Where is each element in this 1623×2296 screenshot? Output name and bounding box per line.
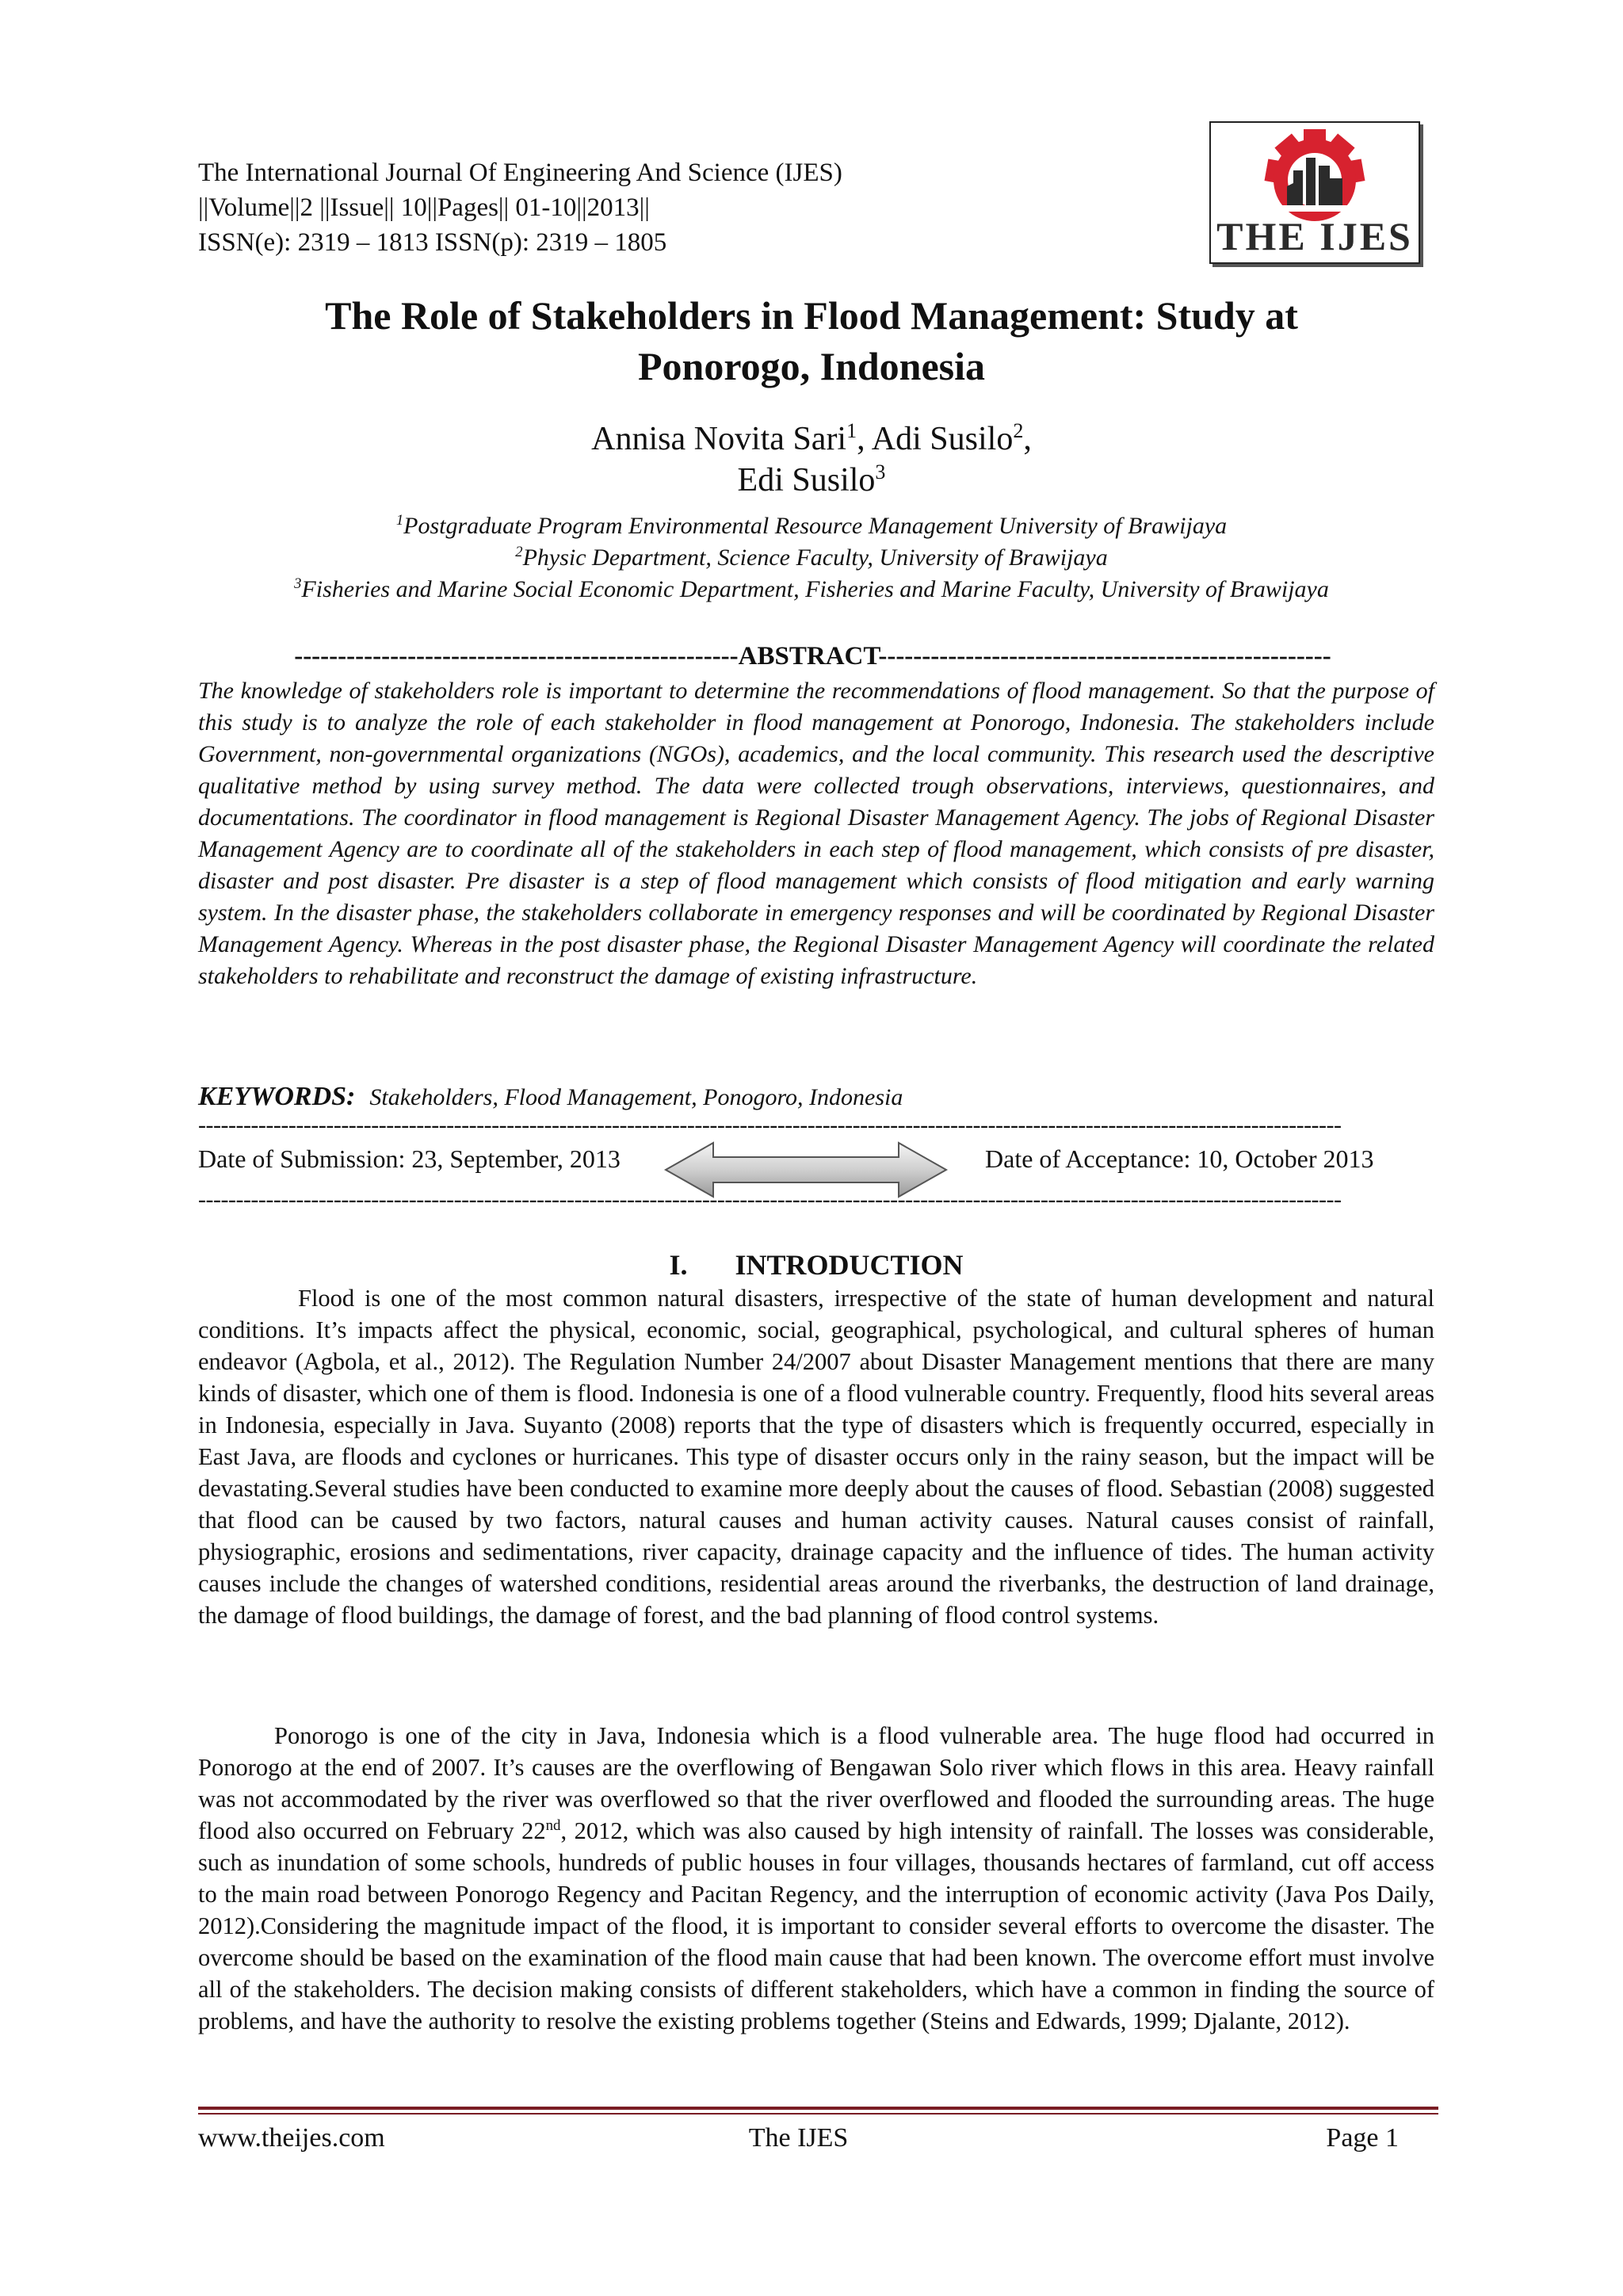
affiliations	[158, 510, 1465, 606]
title-line-2: Ponorogo, Indonesia	[637, 344, 986, 388]
affiliation-text: Fisheries and Marine Social Economic Department, Fisheries and Marine Faculty, University of Brawijaya	[301, 576, 1329, 602]
affiliation-sup: 1	[395, 512, 404, 529]
section-title: INTRODUCTION	[735, 1249, 964, 1281]
title-line-1: The Role of Stakeholders in Flood Management: Study at	[325, 293, 1298, 338]
keywords-label: KEYWORDS:	[198, 1082, 356, 1111]
affiliation	[158, 574, 1465, 606]
submission-date: Date of Submission: 23, September, 2013	[198, 1144, 621, 1173]
footer-url[interactable]: www.theijes.com	[198, 2123, 385, 2153]
section-number: I.	[669, 1249, 688, 1281]
affiliation-sup: 2	[515, 544, 523, 560]
authors	[158, 418, 1465, 501]
gear-factory-icon	[1211, 123, 1419, 262]
author-sup: 3	[875, 460, 886, 483]
keywords-value: Stakeholders, Flood Management, Ponogoro, Indonesia	[369, 1084, 903, 1110]
paragraph-text: Flood is one of the most common natural disasters, irrespective of the state of human development and natural conditions. It’s impacts affect the physical, economic, social, geographical, psychological, and cultural spheres of human endeavor (Agbola, et al., 2012). The Regulation Number 24/2007 about Disaster Management mentions that there are many kinds of disaster, which one of them is flood. Indonesia is one of a flood vulnerable country. Frequently, flood hits several areas in Indonesia, especially in Java. Suyanto (2008) reports that the type of disasters which is frequently occurred, especially in East Java, are floods and cyclones or hurricanes. This type of disaster occurs only in the rainy season, but the impact will be devastating.Several studies have been conducted to examine more deeply about the causes of flood. Sebastian (2008) suggested that flood can be caused by two factors, natural causes and human activity causes. Natural causes consist of rainfall, physiographic, erosions and sedimentations, river capacity, drainage capacity and the influence of tides. The human activity causes include the changes of watershed conditions, residential areas around the riverbanks, the destruction of land drainage, the damage of flood buildings, the damage of forest, and the bad planning of flood control systems.	[198, 1285, 1434, 1629]
affiliation	[158, 510, 1465, 542]
author-sup: 1	[846, 419, 857, 442]
logo-text: THE IJES	[1216, 214, 1413, 258]
footer-rule	[198, 2107, 1438, 2110]
paragraph-part: , 2012, which was also caused by high intensity of rainfall. The losses was considerable, such as inundation of some schools, hundreds of public houses in four villages, thousands hectares of farmland, cut off access to the main road between Ponorogo Regency and Pacitan Regency, and the interruption of economic activity (Java Pos Daily, 2012).Considering the magnitude impact of the flood, it is important to consider several efforts to overcome the disaster. The overcome should be based on the examination of the flood main cause that had been known. The overcome effort must involve all of the stakeholders. The decision making consists of different stakeholders, which have a common in finding the source of problems, and have the authority to resolve the existing problems together (Steins and Edwards, 1999; Djalante, 2012).	[198, 1817, 1434, 2034]
author-separator: ,	[1023, 421, 1032, 457]
dash-divider-top: --------------------------------------------------------------------------------------------------------------------------------------------------------	[198, 1112, 1342, 1138]
journal-issn: ISSN(e): 2319 – 1813 ISSN(p): 2319 – 1805	[198, 228, 667, 257]
paragraph-2	[198, 1720, 1434, 2037]
dash-divider-bottom: --------------------------------------------------------------------------------------------------------------------------------------------------------	[198, 1186, 1342, 1213]
page-number: Page 1	[1326, 2123, 1399, 2153]
ijes-logo	[1209, 121, 1420, 264]
authors-line-2	[158, 460, 1465, 501]
affiliation	[158, 542, 1465, 574]
paper-title	[158, 290, 1465, 392]
abstract-text: The knowledge of stakeholders role is important to determine the recommendations of flood management. So that the purpose of this study is to analyze the role of each stakeholder in flood management at Ponorogo, Indonesia. The stakeholders include Government, non-governmental organizations (NGOs), academics, and the local community. This research used the descriptive qualitative method by using survey method. The data were collected trough observations, interviews, questionnaires, and documentations. The coordinator in flood management is Regional Disaster Management Agency. The jobs of Regional Disaster Management Agency are to coordinate all of the stakeholders in each step of flood management, which consists of pre disaster, disaster and post disaster. Pre disaster is a step of flood management which consists of flood mitigation and early warning system. In the disaster phase, the stakeholders collaborate in emergency responses and will be coordinated by Regional Disaster Management Agency. Whereas in the post disaster phase, the Regional Disaster Management Agency will coordinate the related stakeholders to rehabilitate and reconstruct the damage of existing infrastructure.	[198, 678, 1434, 989]
paragraph-part: Ponorogo is one of the city in Java, Indonesia which is a flood vulnerable area. The huge flood had occurred in Ponorogo at the end of 2007. It’s causes are the overflowing of Bengawan Solo river which flows in this area. Heavy rainfall was not accommodated by the river was overflowed so that the river overflowed and flooded the surrounding areas. The huge flood also occurred on February 22	[198, 1722, 1434, 1844]
abstract-heading: ---------------------------------------------------ABSTRACT----------------------------------------------------	[294, 642, 1331, 670]
journal-header	[198, 155, 842, 260]
affiliation-text: Physic Department, Science Faculty, University of Brawijaya	[522, 544, 1108, 571]
affiliation-sup: 3	[294, 575, 302, 592]
paragraph-text	[198, 1720, 1434, 2037]
acceptance-date: Date of Acceptance: 10, October 2013	[985, 1144, 1374, 1173]
author-name: Adi Susilo	[871, 421, 1014, 457]
journal-name: The International Journal Of Engineering And Science (IJES)	[198, 159, 842, 187]
author-sup: 2	[1013, 419, 1024, 442]
affiliation-text: Postgraduate Program Environmental Resource Management University of Brawijaya	[403, 513, 1228, 539]
author-name: Annisa Novita Sari	[591, 421, 847, 457]
author-separator: ,	[857, 421, 872, 457]
journal-volume: ||Volume||2 ||Issue|| 10||Pages|| 01-10||2013||	[198, 193, 650, 222]
author-name: Edi Susilo	[737, 462, 876, 499]
paragraph-1	[198, 1282, 1434, 1631]
footer-rule-thin	[198, 2113, 1438, 2115]
section-heading	[198, 1247, 1434, 1282]
footer-journal: The IJES	[748, 2123, 849, 2153]
authors-line-1	[158, 418, 1465, 460]
ordinal-sup: nd	[545, 1817, 561, 1834]
keywords	[198, 1081, 903, 1114]
